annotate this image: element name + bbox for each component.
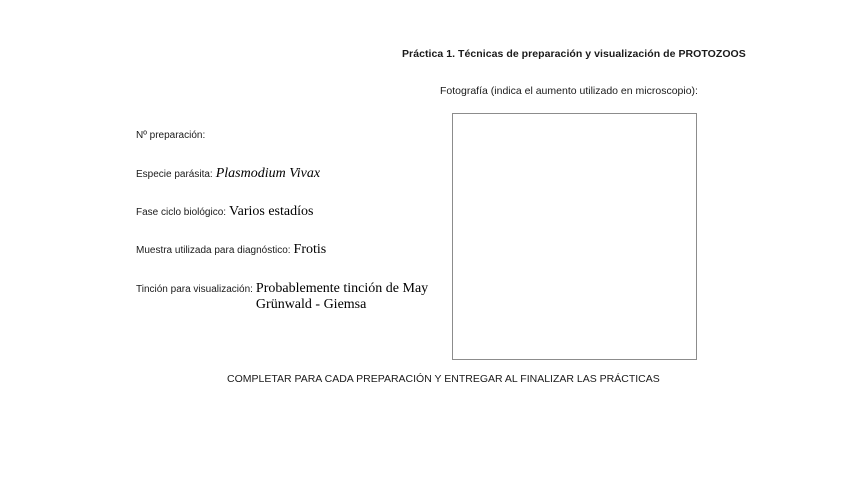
photo-caption: Fotografía (indica el aumento utilizado en microscopio): <box>440 85 698 97</box>
photo-placeholder-box <box>452 113 697 360</box>
field-diagnostic-sample <box>136 242 326 258</box>
life-cycle-phase-label: Fase ciclo biológico: <box>136 207 227 218</box>
staining-label: Tinción para visualización: <box>136 284 253 295</box>
staining-value-line2: Grünwald - Giemsa <box>255 297 367 312</box>
field-life-cycle-phase <box>136 204 313 220</box>
staining-value-line1: Probablemente tinción de May <box>255 281 429 296</box>
field-preparation-number <box>136 130 208 141</box>
field-staining <box>136 281 428 313</box>
staining-value <box>256 281 428 313</box>
diagnostic-sample-label: Muestra utilizada para diagnóstico: <box>136 245 291 256</box>
footer-instruction: COMPLETAR PARA CADA PREPARACIÓN Y ENTREGAR AL FINALIZAR LAS PRÁCTICAS <box>227 373 660 385</box>
life-cycle-phase-value: Varios estadíos <box>229 204 314 219</box>
diagnostic-sample-value: Frotis <box>293 242 327 257</box>
preparation-number-label: Nº preparación: <box>136 130 206 141</box>
page-title: Práctica 1. Técnicas de preparación y visualización de PROTOZOOS <box>402 48 746 60</box>
parasite-species-value: Plasmodium Vivax <box>215 166 321 181</box>
parasite-species-label: Especie parásita: <box>136 169 213 180</box>
field-parasite-species <box>136 166 320 182</box>
